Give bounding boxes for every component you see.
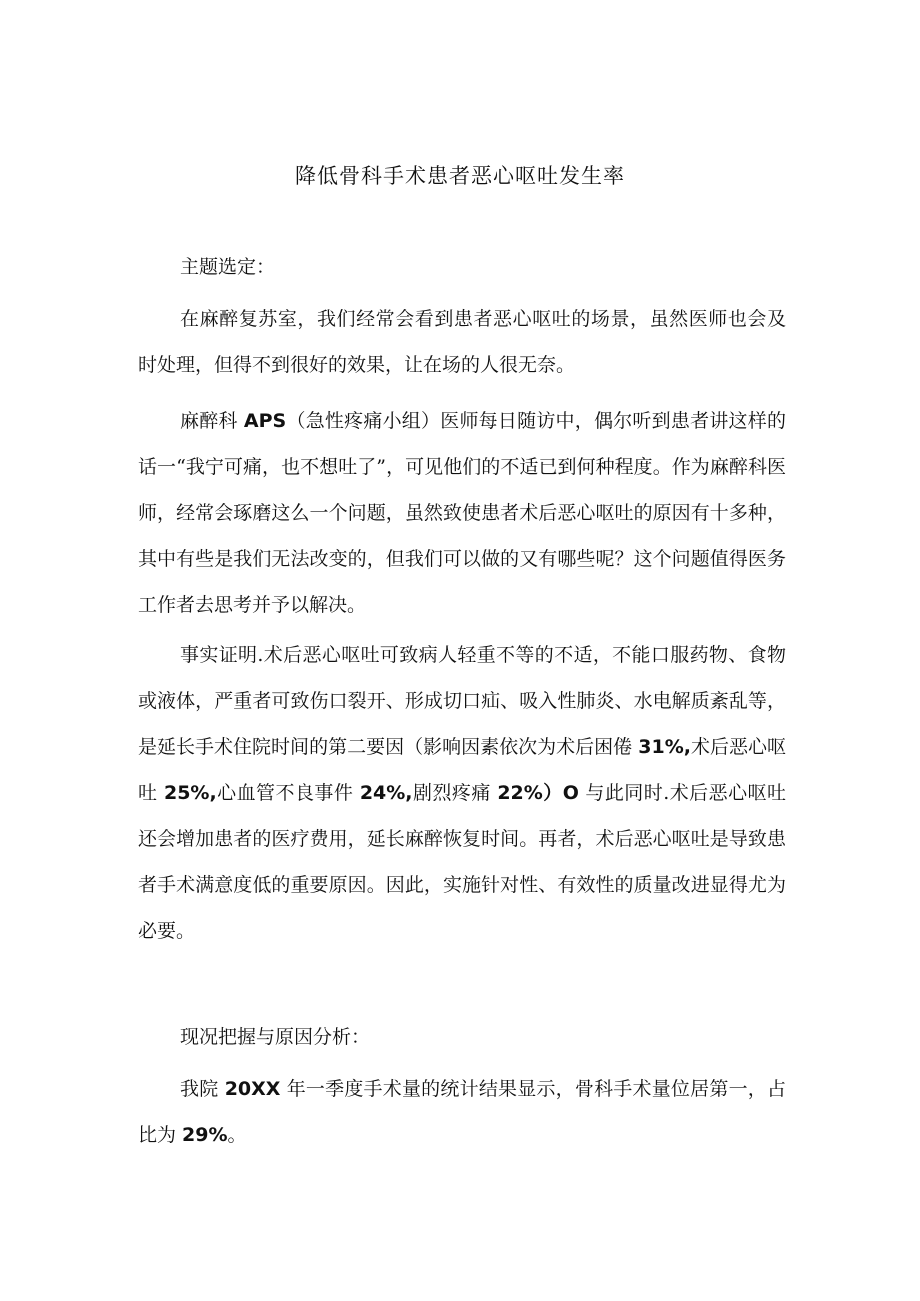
- text-run: （急性疼痛小组）医师每日随访中，偶尔听到患者讲这样的话一“我宁可痛，也不想吐了”，可见他们的不适已到何种程度。作为麻醉科医师，经常会琢磨这么一个问题，虽然致使患者术后恶心呕吐的原因有十多种，其中有些是我们无法改变的，但我们可以做的又有哪些呢？这个问题值得医务工作者去思考并予以解决。: [138, 410, 786, 616]
- paragraph-recovery-room: 在麻醉复苏室，我们经常会看到患者恶心呕吐的场景，虽然医师也会及时处理，但得不到很好的效果，让在场的人很无奈。: [138, 308, 786, 376]
- text-run: 剧烈疼痛: [412, 782, 498, 804]
- document-title: 降低骨科手术患者恶心呕吐发生率: [295, 164, 625, 188]
- text-run: 年一季度手术量的统计结果显示，骨科手术量位居第一，占比为: [138, 1078, 786, 1146]
- year-label: 20XX: [224, 1078, 281, 1100]
- paragraph-aps-followup: [138, 398, 786, 628]
- aps-term: APS: [243, 410, 287, 432]
- stat-drowsiness: 31%,: [638, 736, 691, 758]
- stat-cardiovascular: 24%,: [359, 782, 413, 804]
- text-run: 事实证明.术后恶心呕吐可致病人轻重不等的不适，不能口服药物、食物或液体，严重者可致伤口裂开、形成切口疝、吸入性肺炎、水电解质紊乱等，是延长手术住院时间的第二要因（影响因素依次为术后困倦: [138, 644, 786, 758]
- stat-ponv: 25%,: [163, 782, 217, 804]
- text-run: 我院: [180, 1078, 225, 1100]
- text-run: 麻醉科: [180, 410, 244, 432]
- text-run: 术后恶心呕吐: [138, 736, 786, 804]
- paragraph-surgery-stats: [138, 1066, 786, 1158]
- text-run: 心血管不良事件: [216, 782, 360, 804]
- text-run: 。: [227, 1124, 247, 1146]
- text-run: 与此同时.术后恶心呕吐还会增加患者的医疗费用，延长麻醉恢复时间。再者，术后恶心呕吐是导致患者手术满意度低的重要原因。因此，实施针对性、有效性的质量改进显得尤为必要。: [138, 782, 786, 942]
- section-heading-analysis: 现况把握与原因分析：: [180, 1026, 371, 1048]
- stat-orthopedic-share: 29%: [182, 1124, 228, 1146]
- section-heading-topic: 主题选定：: [180, 256, 276, 278]
- paragraph-facts: [138, 632, 786, 954]
- stat-pain: 22%）O: [497, 782, 579, 804]
